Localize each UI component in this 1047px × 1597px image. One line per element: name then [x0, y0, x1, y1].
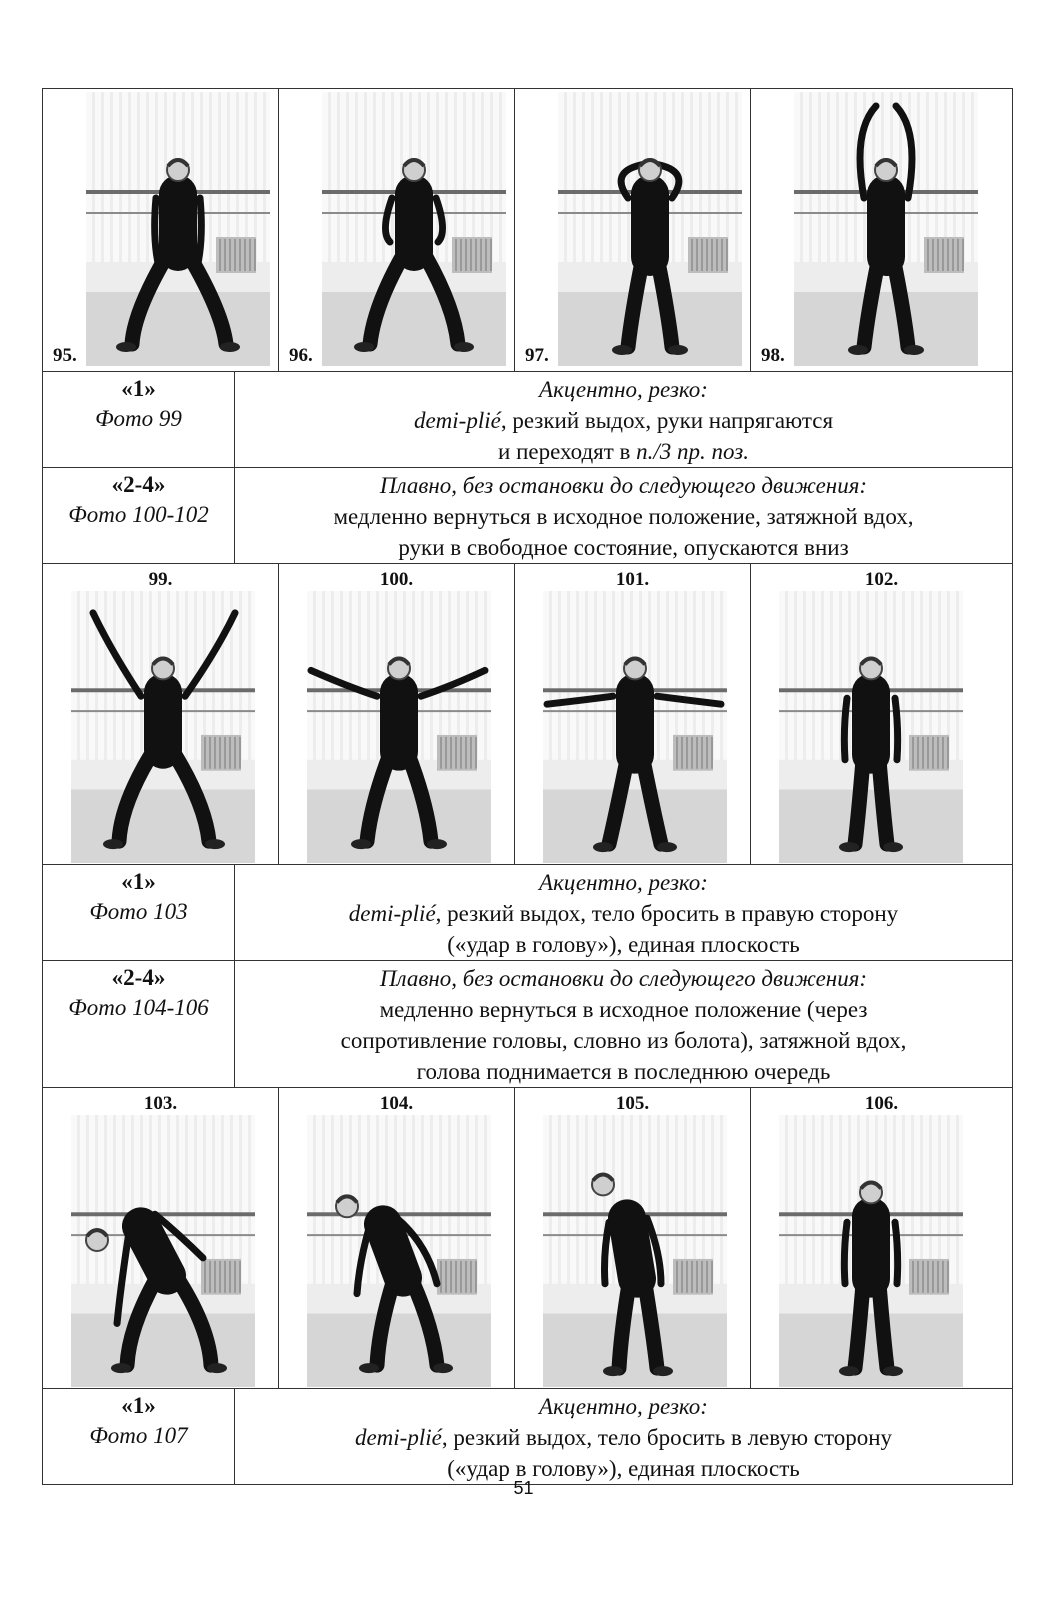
dancer-photo — [779, 1115, 963, 1387]
count-label: «1» — [121, 1393, 156, 1418]
count-row — [43, 1389, 1013, 1485]
description-line — [235, 929, 1012, 960]
description-line — [235, 436, 1012, 467]
description-cell — [235, 372, 1013, 468]
description-line — [235, 1422, 1012, 1453]
italic-text: Акцентно, резко: — [539, 870, 708, 895]
dancer-photo — [307, 1115, 491, 1387]
photo-cell — [279, 1088, 515, 1389]
body-text: , резкий выдох, тело бросить в правую сторону — [435, 901, 899, 926]
photo-reference: Фото 103 — [89, 899, 188, 924]
photo-number: 98. — [761, 345, 785, 366]
description-line — [235, 1056, 1012, 1087]
photo-row-3 — [43, 1088, 1013, 1389]
photo-reference: Фото 107 — [89, 1423, 188, 1448]
dancer-photo — [322, 92, 506, 366]
count-label: «2-4» — [111, 472, 166, 497]
photo-cell — [515, 89, 751, 372]
photo-number: 101. — [615, 569, 650, 590]
count-row — [43, 468, 1013, 564]
body-text: сопротивление головы, словно из болота), затяжной вдох, — [340, 1028, 907, 1053]
count-cell — [43, 468, 235, 564]
photo-reference: Фото 99 — [95, 406, 182, 431]
description-line — [235, 532, 1012, 563]
photo-number: 99. — [148, 569, 173, 590]
count-row — [43, 372, 1013, 468]
photo-row-2 — [43, 564, 1013, 865]
photo-cell — [751, 564, 1013, 865]
description-line — [235, 501, 1012, 532]
italic-text: demi-plié — [413, 408, 501, 433]
photo-number: 96. — [289, 345, 313, 366]
exercise-table — [42, 88, 1013, 1485]
photo-row-1 — [43, 89, 1013, 372]
photo-number: 103. — [143, 1093, 178, 1114]
page-number: 51 — [513, 1478, 534, 1498]
description-line — [235, 867, 1012, 898]
count-label: «1» — [121, 376, 156, 401]
dancer-photo — [543, 1115, 727, 1387]
dancer-photo — [543, 591, 727, 863]
italic-text: demi-plié — [348, 901, 436, 926]
count-row — [43, 865, 1013, 961]
description-line — [235, 963, 1012, 994]
description-line — [235, 898, 1012, 929]
photo-number: 100. — [379, 569, 414, 590]
body-text: голова поднимается в последнюю очередь — [416, 1059, 831, 1084]
italic-text: п./3 пр. поз. — [636, 439, 749, 464]
body-text: , резкий выдох, тело бросить в левую сторону — [441, 1425, 893, 1450]
photo-cell — [43, 89, 279, 372]
page — [42, 88, 1012, 1485]
photo-number: 95. — [53, 345, 77, 366]
description-line — [235, 470, 1012, 501]
photo-reference: Фото 100-102 — [68, 502, 209, 527]
photo-number: 105. — [615, 1093, 650, 1114]
photo-number: 97. — [525, 345, 549, 366]
description-line — [235, 994, 1012, 1025]
dancer-photo — [71, 591, 255, 863]
body-text: («удар в голову»), единая плоскость — [447, 932, 800, 957]
photo-cell — [515, 1088, 751, 1389]
description-cell — [235, 1389, 1013, 1485]
dancer-photo — [558, 92, 742, 366]
count-cell — [43, 865, 235, 961]
dancer-photo — [794, 92, 978, 366]
count-cell — [43, 1389, 235, 1485]
photo-cell — [279, 564, 515, 865]
photo-cell — [751, 1088, 1013, 1389]
photo-number: 106. — [864, 1093, 899, 1114]
description-line — [235, 1025, 1012, 1056]
body-text: медленно вернуться в исходное положение, затяжной вдох, — [333, 504, 914, 529]
body-text: («удар в голову»), единая плоскость — [447, 1456, 800, 1481]
italic-text: Акцентно, резко: — [539, 1394, 708, 1419]
count-cell — [43, 961, 235, 1088]
body-text: и переходят в — [498, 439, 637, 464]
dancer-photo — [779, 591, 963, 863]
count-label: «2-4» — [111, 965, 166, 990]
description-cell — [235, 961, 1013, 1088]
description-cell — [235, 468, 1013, 564]
photo-number: 104. — [379, 1093, 414, 1114]
photo-cell — [751, 89, 1013, 372]
photo-cell — [279, 89, 515, 372]
body-text: , резкий выдох, руки напрягаются — [500, 408, 834, 433]
photo-cell — [43, 564, 279, 865]
photo-cell — [515, 564, 751, 865]
italic-text: Акцентно, резко: — [539, 377, 708, 402]
description-line — [235, 374, 1012, 405]
italic-text: Плавно, без остановки до следующего движения: — [379, 966, 868, 991]
dancer-photo — [307, 591, 491, 863]
description-line — [235, 405, 1012, 436]
italic-text: demi-plié — [354, 1425, 442, 1450]
body-text: медленно вернуться в исходное положение (через — [379, 997, 868, 1022]
dancer-photo — [86, 92, 270, 366]
description-cell — [235, 865, 1013, 961]
body-text: руки в свободное состояние, опускаются вниз — [398, 535, 849, 560]
photo-cell — [43, 1088, 279, 1389]
count-row — [43, 961, 1013, 1088]
photo-number: 102. — [864, 569, 899, 590]
description-line — [235, 1391, 1012, 1422]
count-cell — [43, 372, 235, 468]
dancer-photo — [71, 1115, 255, 1387]
italic-text: Плавно, без остановки до следующего движения: — [379, 473, 868, 498]
photo-reference: Фото 104-106 — [68, 995, 209, 1020]
count-label: «1» — [121, 869, 156, 894]
